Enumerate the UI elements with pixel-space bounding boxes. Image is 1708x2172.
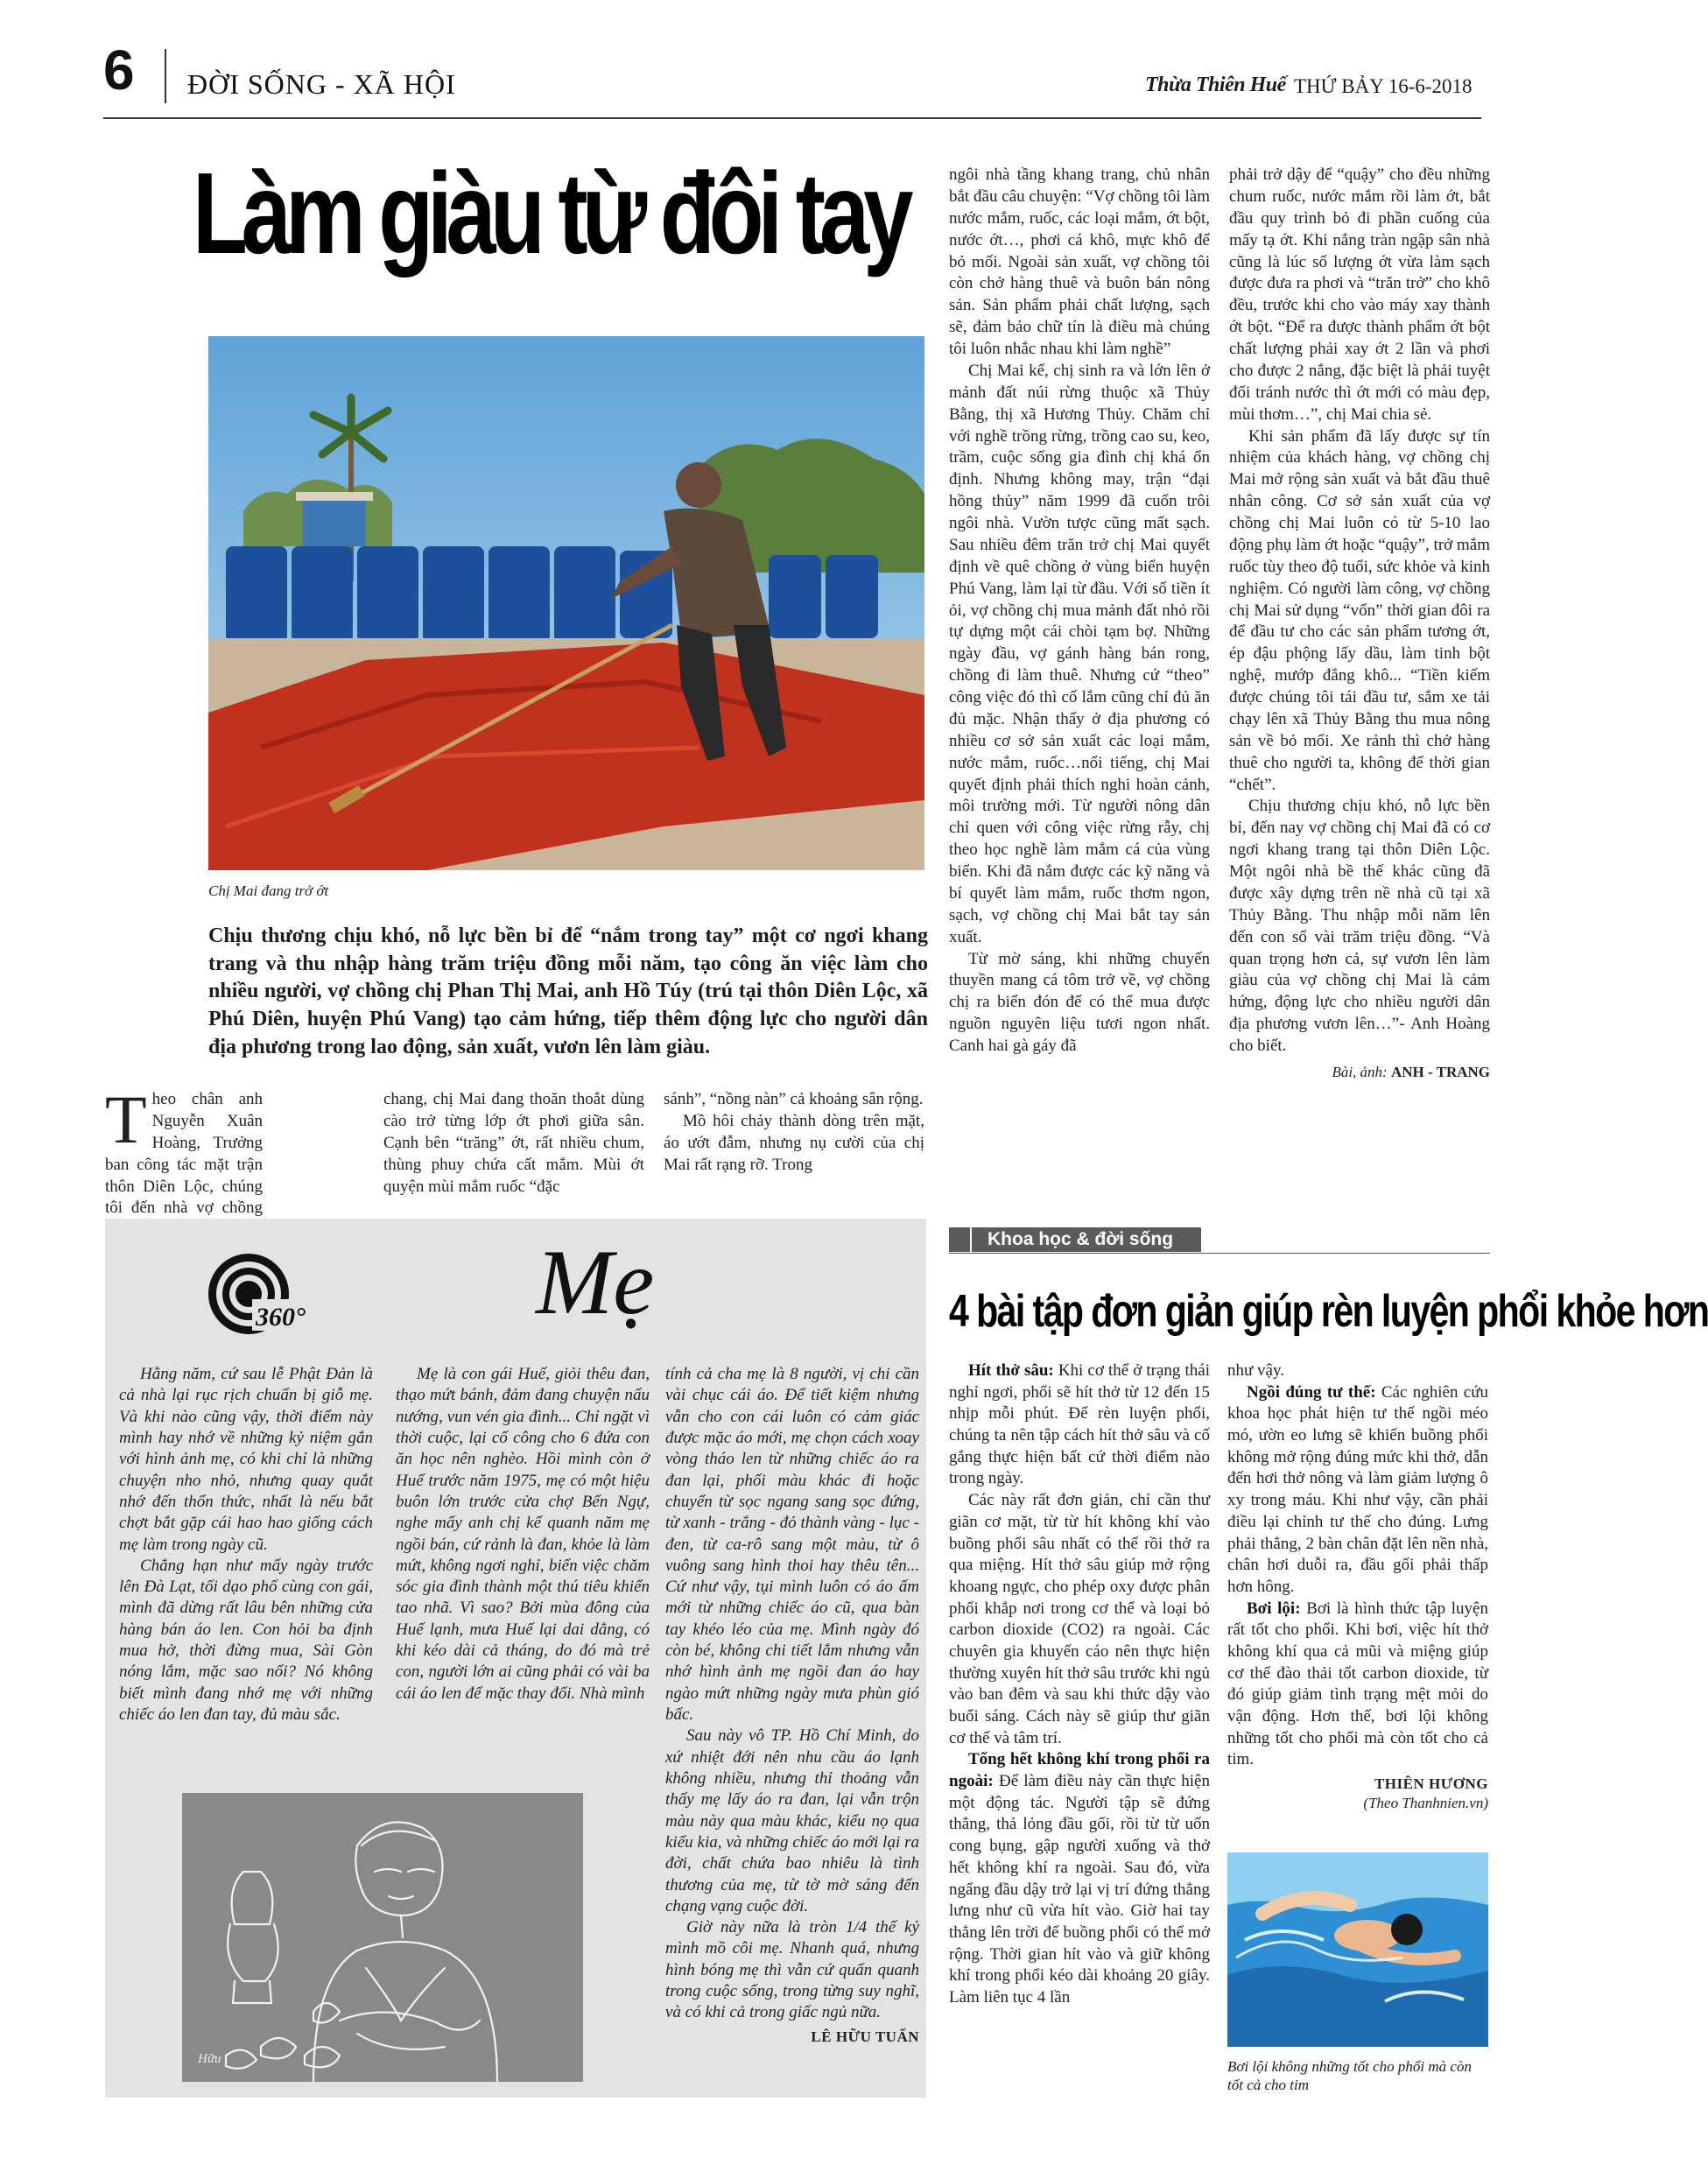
lung-col-2: như vậy. Ngồi đúng tư thế: Các nghiên cứu khoa học phát hiện tư thế ngồi méo mó, ườn eo lưng sẽ khiến buồng phổi không mở rộng đúng mức khi thở, dẫn đến hơi thở nông và làm giảm lượng ô xy trong máu. Khi như vậy, cần phải điều lại chỉnh tư thế cho đúng. Lưng phải thẳng, 2 bàn chân đặt lên nền nhà, chân hơi duỗi ra, đầu gối phải thấp hơn hông. Bơi lội: Bơi là hình thức tập luyện rất tốt cho phổi. Khi bơi, việc hít thở không khí qua cả mũi và miệng giúp cơ thể đào thải tốt carbon dioxide, từ đó giúp giảm tình trạng mệt mỏi do vận động. Hơn thế, bơi lội không những tốt cho phổi mà còn tốt cho cả tim. THIÊN HƯƠNG (Theo Thanhnien.vn) xyxy=(1227,1360,1488,1813)
lung-title: 4 bài tập đơn giản giúp rèn luyện phổi khỏe hơn xyxy=(949,1286,1708,1337)
main-headline: Làm giàu từ đôi tay xyxy=(193,149,908,278)
mother-sketch xyxy=(182,1793,583,2082)
lung-source: (Theo Thanhnien.vn) xyxy=(1363,1795,1488,1812)
section-tag-rule xyxy=(949,1253,1490,1254)
main-col-3: sánh”, “nồng nàn” cả khoảng sân rộng. Mồ hôi chảy thành dòng trên mặt, áo ướt đẫm, nhưng nụ cười của chị Mai rất rạng rỡ. Trong xyxy=(664,1090,924,1174)
360-logo-text: 360° xyxy=(256,1303,306,1332)
chili-drying-photo xyxy=(208,336,924,870)
sketch-signature: Hữu xyxy=(198,2052,221,2066)
me-col-1: Hằng năm, cứ sau lễ Phật Đản là cả nhà lại rục rịch chuẩn bị giỗ mẹ. Và khi nào cũng vậy, thời điểm này mình hay nhớ về những kỷ niệm gắn với hình ảnh mẹ, có khi chỉ là những chuyện nho nhỏ, nhưng quay quắt nhớ đến thổn thức, nhất là nếu bắt chợt bắt gặp cái hao hao giống cách mẹ làm trong ngày cũ. Chẳng hạn như mấy ngày trước lên Đà Lạt, tối dạo phố cùng con gái, mình đã dừng rất lâu bên những cửa hàng bán áo len. Con hỏi ba định mua hở, thời đừng mua, Sài Gòn nóng lắm, mặc sao nổi? Nó không biết mình đang nhớ mẹ với những chiếc áo len đan tay, đủ màu sắc. xyxy=(119,1365,373,1724)
main-credit: Bài, ảnh: ANH - TRANG xyxy=(1332,1063,1490,1080)
me-title: Mẹ xyxy=(536,1231,655,1333)
main-col-1: Theo chân anh Nguyễn Xuân Hoàng, Trưởng ban công tác mặt trận thôn Diên Lộc, chúng tôi đến nhà vợ chồng xyxy=(105,1081,263,1218)
issue-date: THỨ BẢY 16-6-2018 xyxy=(1294,75,1473,97)
page-number: 6 xyxy=(103,39,135,102)
me-author: LÊ HỮU TUẤN xyxy=(811,2028,919,2045)
section-title: ĐỜI SỐNG - XÃ HỘI xyxy=(187,68,456,100)
page-number-divider xyxy=(165,49,166,103)
header-rule xyxy=(103,117,1481,119)
dropcap: T xyxy=(105,1081,147,1157)
section-tag-square xyxy=(949,1227,970,1252)
me-col-3: tính cả cha mẹ là 8 người, vị chi cần vài chục cái áo. Để tiết kiệm nhưng vẫn cho con cái luôn có cảm giác được mặc áo mới, mẹ chọn cách xoay vòng tháo len từ những chiếc áo ra đan lại, phối màu khác đi hoặc chuyển từ sọc ngang sang sọc đứng, từ xanh - trắng - đỏ thành vàng - lục - đen, từ ca-rô sang một màu, từ ô vuông sang hình thoi hay thêu tên... Cứ như vậy, tụi mình luôn có áo ấm mới từ những chiếc áo cũ, qua bàn tay khéo léo của mẹ. Mình ngày đó còn bé, không chi tiết lắm nhưng vẫn nhớ hình ảnh mẹ ngồi đan áo hay ngào mứt những ngày mưa phùn gió bấc. Sau này vô TP. Hồ Chí Minh, do xứ nhiệt đới nên nhu cầu áo lạnh không nhiều, nhưng thỉ thoảng vẫn thấy mẹ lấy áo ra đan, lại vẫn trộn màu này qua màu khác, kiểu nọ qua kiểu kia, và những chiếc áo mới lại ra đời, chất chứa bao nhiêu là tình thương của mẹ, từ tờ mờ sáng đến chạng vạng cuộc đời. Giờ này nữa là tròn 1/4 thế kỷ mình mồ côi mẹ. Nhanh quá, nhưng hình bóng mẹ thì vẫn cứ quấn quanh trong cuộc sống, trong từng suy nghĩ, và có khi cả trong giấc ngủ nữa. LÊ HỮU TUẤN xyxy=(665,1365,919,2045)
main-col-5: phải trở dậy để “quậy” cho đều những chum ruốc, nước mắm rồi làm ớt, bắt đầu quy trình bỏ đi phần cuống của mấy tạ ớt. Khi nắng tràn ngập sân nhà cũng là lúc số lượng ớt vừa làm sạch được đưa ra phơi và “trăn trở” cho khô đều, trước khi cho vào máy xay thành ớt bột. “Để ra được thành phẩm ớt bột chất lượng phải xay ớt 2 lần và phơi cho được 2 nắng, đặc biệt là phải tuyệt đối tránh nước thì ớt mới có màu đẹp, mùi thơm…”, chị Mai chia sẻ. Khi sản phẩm đã lấy được sự tín nhiệm của khách hàng, vợ chồng chị Mai mở rộng sản xuất và bắt đầu thuê nhân công. Cơ sở sản xuất của vợ chồng chị Mai luôn có từ 5-10 lao động phụ làm ớt hoặc “quậy”, trở mắm ruốc tùy theo độ tuổi, sức khỏe và kinh nghiệm. Có người làm công, vợ chồng chị Mai sử dụng “vốn” thời gian đôi ra để đầu tư cho các sản phẩm tương ớt, ép đậu phộng lấy dầu, làm tinh bột nghệ, mướp đắng khô... “Tiền kiếm được chúng tôi tái đầu tư, sắm xe tải chạy lên xã Thủy Bằng thu mua nông sản về bỏ mối. Xe rảnh thì chở hàng thuê cho người ta, không để thời gian “chết”. Chịu thương chịu khó, nỗ lực bền bỉ, đến nay vợ chồng chị Mai đã có cơ ngơi khang trang tại thôn Diên Lộc. Một ngôi nhà bề thế khác cũng đã được xây dựng trên nề nhà cũ tại xã Thủy Bằng. Thu nhập mỗi năm lên đến con số vài trăm triệu đồng. “Và quan trọng hơn cả, sự vươn lên làm giàu của vợ chồng chị Mai là cảm hứng, động lực cho nhiều người dân địa phương vươn lên…”- Anh Hoàng cho biết. Bài, ảnh: ANH - TRANG xyxy=(1229,165,1490,1082)
me-col-2: Mẹ là con gái Huế, giỏi thêu đan, thạo mứt bánh, đảm đang chuyện nấu nướng, vun vén gia đình... Chỉ ngặt vì thời cuộc, lại cố công cho 6 đứa con ăn học nên nghèo. Hồi mình còn ở Huế trước năm 1975, mẹ có một hiệu buôn lớn trước cửa chợ Bến Ngự, nghe mấy anh chị kể quanh năm mẹ ngồi bán, cứ rảnh là đan, khỏe là làm mứt, không ngơi nghỉ, biến việc chăm sóc gia đình thành một thú tiêu khiển tao nhã. Vì sao? Bởi mùa đông của Huế lạnh, mưa Huế lại dai dẳng, có khi kéo dài cả tháng, do đó mà trẻ con, người lớn ai cũng phải có vài ba cái áo len để mặc thay đổi. Nhà mình xyxy=(396,1365,650,1703)
newspaper-brand: Thừa Thiên Huế xyxy=(1145,74,1286,96)
swimmer-photo xyxy=(1227,1852,1488,2047)
main-lead: Chịu thương chịu khó, nỗ lực bền bỉ để “nắm trong tay” một cơ ngơi khang trang và thu nhập hàng trăm triệu đồng mỗi năm, tạo công ăn việc làm cho nhiều người, vợ chồng chị Phan Thị Mai, anh Hồ Túy (trú tại thôn Diên Lộc, xã Phú Diên, huyện Phú Vang) tạo cảm hứng, tiếp thêm động lực cho người dân địa phương trong lao động, sản xuất, vươn lên làm giàu. xyxy=(208,924,928,1058)
lung-col-1: Hít thở sâu: Khi cơ thể ở trạng thái nghỉ ngơi, phổi sẽ hít thở từ 12 đến 15 nhịp mỗi phút. Để rèn luyện phổi, chúng ta nên tập cách hít thở sâu và cố gắng thực hiện bất cứ thời điểm nào trong ngày. Các này rất đơn giản, chỉ cần thư giãn cơ mặt, từ từ hít không khí vào buồng phổi sâu nhất có thể rồi thở ra qua miệng. Hít thở sâu giúp mở rộng khoang ngực, cho phép oxy được phân phối khắp nơi trong cơ thể và loại bỏ carbon dioxide (CO2) ra ngoài. Các chuyên gia khuyến cáo nên thực hiện thường xuyên hít thở sâu trước khi ngủ vào ban đêm và sau khi thức dậy vào buổi sáng. Cách này sẽ giúp thư giãn cơ thể và tâm trí. Tống hết không khí trong phổi ra ngoài: Để làm điều này cần thực hiện một động tác. Người tập sẽ đứng thẳng, thả lỏng đầu gối, rồi từ từ uốn cong bụng, gập người xuống và thở hết không khí ra ngoài. Sau đó, vừa ngẩng đầu dậy trở lại vị trí đứng thẳng lưng như cũ vừa hít vào. Giờ hai tay thẳng lên trời để buồng phổi có thể mở rộng. Thời gian hít vào và giữ không khí trong phổi kéo dài khoảng 20 giây. Làm liên tục 4 lần xyxy=(949,1361,1210,2007)
main-col-2: chang, chị Mai đang thoăn thoắt dùng cào trở từng lớp ớt phơi giữa sân. Cạnh bên “trăng” ớt, rất nhiều chum, thùng phuy chứa cất mắm. Mùi ớt quyện mùi mắm ruốc “đặc xyxy=(383,1090,644,1196)
section-tag: Khoa học & đời sống xyxy=(972,1227,1201,1252)
main-photo-caption: Chị Mai đang trở ớt xyxy=(208,882,329,899)
lung-author: THIÊN HƯƠNG xyxy=(1374,1775,1488,1793)
swimmer-caption: Bơi lội không những tốt cho phổi mà còn tốt cả cho tim xyxy=(1227,2058,1472,2094)
360-logo xyxy=(207,1250,312,1338)
main-col-4: ngôi nhà tầng khang trang, chủ nhân bắt đầu câu chuyện: “Vợ chồng tôi làm nước mắm, ruốc, các loại mắm, ớt bột, nước ớt…, phơi cá khô, mực khô để bỏ mối. Ngoài sản xuất, vợ chồng tôi còn chở hàng thuê và buôn bán nông sản. Sản phẩm phải chất lượng, sạch sẽ, đảm bảo chữ tín là điều mà chúng tôi luôn nhắc nhau khi làm nghề” Chị Mai kể, chị sinh ra và lớn lên ở mảnh đất núi rừng thuộc xã Thủy Bằng, thị xã Hương Thủy. Chăm chỉ với nghề trồng rừng, trồng cao su, keo, trầm, cuộc sống gia đình chị khá ổn định. Nhưng không may, trận “đại hồng thủy” năm 1999 đã cuốn trôi ngôi nhà. Vườn tược cũng mất sạch. Sau nhiều đêm trăn trở chị Mai quyết định về quê chồng ở vùng biển huyện Phú Vang, làm lại từ đầu. Với số tiền ít ỏi, vợ chồng chị mua mảnh đất nhỏ rồi tự dựng một cái chòi tạm bợ. Những ngày đầu, vợ gánh hàng bán rong, chồng đi làm thuê. Nhưng cứ “theo” công việc đó thì cố lắm cũng chỉ đủ ăn đủ mặc. Nhận thấy ở địa phương có nhiều cơ sở sản xuất các loại mắm, nước mắm, ruốc…nổi tiếng, chị Mai quyết định phải thích nghi hoàn cảnh, môi trường mới. Từ người nông dân chỉ quen với công việc rừng rẫy, chị theo học nghề làm mắm cá của vùng biển. Khi đã nắm được các kỹ năng và bí quyết làm mắm, ruốc thơm ngon, sạch, vợ chồng chị Mai bắt tay sản xuất. Từ mờ sáng, khi những chuyến thuyền mang cá tôm trở về, vợ chồng chị ra biển đón để có thể mua được nguồn nguyên liệu tươi ngon nhất. Canh hai gà gáy đã xyxy=(949,165,1210,1055)
